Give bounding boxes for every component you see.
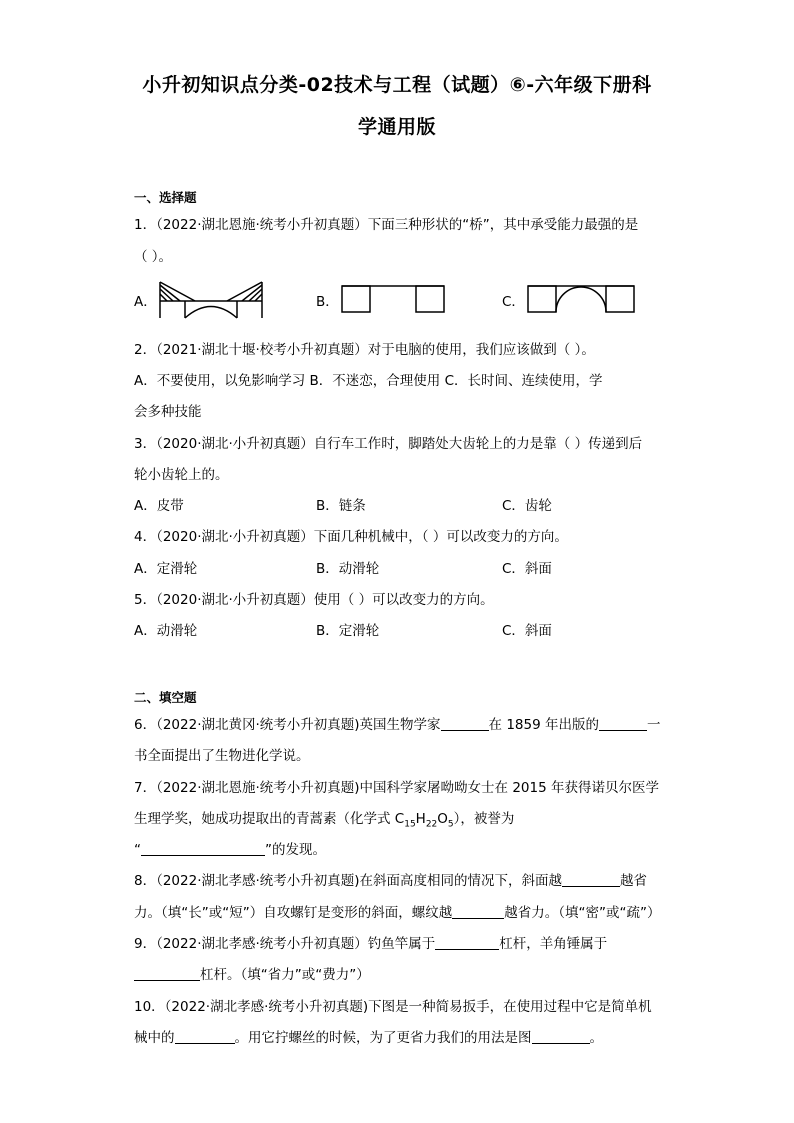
- q7-line3: [134, 838, 326, 858]
- q3-option-a: A．皮带: [134, 498, 184, 514]
- q4-option-b: B．动滑轮: [316, 561, 380, 577]
- q2-options-line2: 会多种技能: [134, 404, 202, 420]
- q6-line1: [134, 713, 661, 733]
- page-title-line2: 学通用版: [357, 116, 436, 138]
- q9-text-a: 9．（2022·湖北孝感·统考小升初真题）钓鱼竿属于: [134, 936, 436, 952]
- q10-line1: 10．（2022·湖北孝感·统考小升初真题)下图是一种简易扳手，在使用过程中它是简单机: [134, 999, 652, 1015]
- q6-blank-1[interactable]: [441, 716, 489, 731]
- q9-blank-2[interactable]: [134, 966, 200, 981]
- q7-sub-3: 5: [447, 819, 454, 830]
- bridge-figure-b: [340, 283, 446, 315]
- q8-blank-1[interactable]: [562, 872, 620, 887]
- q5-stem: 5．（2020·湖北·小升初真题）使用（ ）可以改变力的方向。: [134, 592, 494, 608]
- q3-stem-line2: 轮小齿轮上的。: [134, 467, 229, 483]
- q1-option-b-label: B．: [316, 294, 339, 310]
- bridge-figure-c: [526, 283, 636, 315]
- q7-sub-2: 22: [425, 819, 438, 830]
- q7-line1: 7．（2022·湖北恩施·统考小升初真题)中国科学家屠呦呦女士在 2015 年获得诺贝尔医学: [134, 780, 659, 796]
- q7-line2: [134, 807, 514, 830]
- q3-option-b: B．链条: [316, 498, 366, 514]
- q6-text-a: 6．（2022·湖北黄冈·统考小升初真题)英国生物学家: [134, 717, 441, 733]
- section-heading-choice: 一、选择题: [134, 190, 197, 205]
- q8-text-a: 8．（2022·湖北孝感·统考小升初真题)在斜面高度相同的情况下，斜面越: [134, 873, 563, 889]
- page-title-line1: 小升初知识点分类-02技术与工程（试题）⑥-六年级下册科: [142, 74, 652, 96]
- q3-option-c: C．齿轮: [502, 498, 552, 514]
- q9-text-b: 杠杆，羊角锤属于: [499, 936, 608, 952]
- q6-text-b: 在 1859 年出版的: [488, 717, 599, 733]
- q7-text-o: O: [437, 811, 448, 827]
- q6-text-c: 一: [647, 717, 661, 733]
- q10-text-b: 械中的: [134, 1030, 175, 1046]
- q8-text-c: 力。（填“长”或“短”）自攻螺钉是变形的斜面，螺纹越: [134, 905, 453, 921]
- q5-option-b: B．定滑轮: [316, 623, 380, 639]
- q5-option-c: C．斜面: [502, 623, 552, 639]
- q10-blank-2[interactable]: [532, 1029, 590, 1044]
- q3-stem-line1: 3．（2020·湖北·小升初真题）自行车工作时，脚踏处大齿轮上的力是靠（ ）传递到后: [134, 436, 643, 452]
- q9-line2: [134, 963, 370, 983]
- q4-option-a: A．定滑轮: [134, 561, 198, 577]
- section-heading-fill: 二、填空题: [134, 690, 197, 705]
- q7-text-a: 生理学奖，她成功提取出的青蒿素（化学式 C: [134, 811, 405, 827]
- q7-text-h: H: [415, 811, 426, 827]
- q7-sub-1: 15: [404, 819, 416, 830]
- q10-text-d: 。: [589, 1030, 603, 1046]
- q9-text-c: 杠杆。（填“省力”或“费力”）: [200, 967, 370, 983]
- q1-stem-line1: 1．（2022·湖北恩施·统考小升初真题）下面三种形状的“桥”，其中承受能力最强的是: [134, 217, 639, 233]
- q2-options-line: A．不要使用，以免影响学习 B．不迷恋，合理使用 C．长时间、连续使用，学: [134, 373, 603, 389]
- q8-line1: [134, 869, 647, 889]
- q8-blank-2[interactable]: [452, 904, 504, 919]
- q10-blank-1[interactable]: [175, 1029, 235, 1044]
- q7-blank-1[interactable]: [141, 841, 265, 856]
- q7-text-c: ”的发现。: [265, 842, 326, 858]
- q1-option-a-label: A．: [134, 294, 157, 310]
- q2-stem: 2．（2021·湖北十堰·校考小升初真题）对于电脑的使用，我们应该做到（ ）。: [134, 342, 595, 358]
- q8-text-b: 越省: [620, 873, 648, 889]
- q7-text-b: ），被誉为: [453, 811, 515, 827]
- q9-line1: [134, 932, 607, 952]
- q6-line2: 书全面提出了生物进化学说。: [134, 748, 310, 764]
- q9-blank-1[interactable]: [435, 935, 499, 950]
- q4-stem: 4．（2020·湖北·小升初真题）下面几种机械中，（ ）可以改变力的方向。: [134, 529, 568, 545]
- q7-open-quote: “: [134, 842, 141, 858]
- q1-option-c-label: C．: [502, 294, 525, 310]
- q4-option-c: C．斜面: [502, 561, 552, 577]
- q10-line2: [134, 1026, 603, 1046]
- q10-text-c: 。用它拧螺丝的时候，为了更省力我们的用法是图: [234, 1030, 532, 1046]
- q6-blank-2[interactable]: [599, 716, 647, 731]
- q1-stem-line2: （ ）。: [134, 249, 173, 265]
- q8-text-d: 越省力。（填“密”或“疏”）: [504, 905, 661, 921]
- q5-option-a: A．动滑轮: [134, 623, 198, 639]
- q8-line2: [134, 901, 660, 921]
- bridge-figure-a: [155, 279, 267, 321]
